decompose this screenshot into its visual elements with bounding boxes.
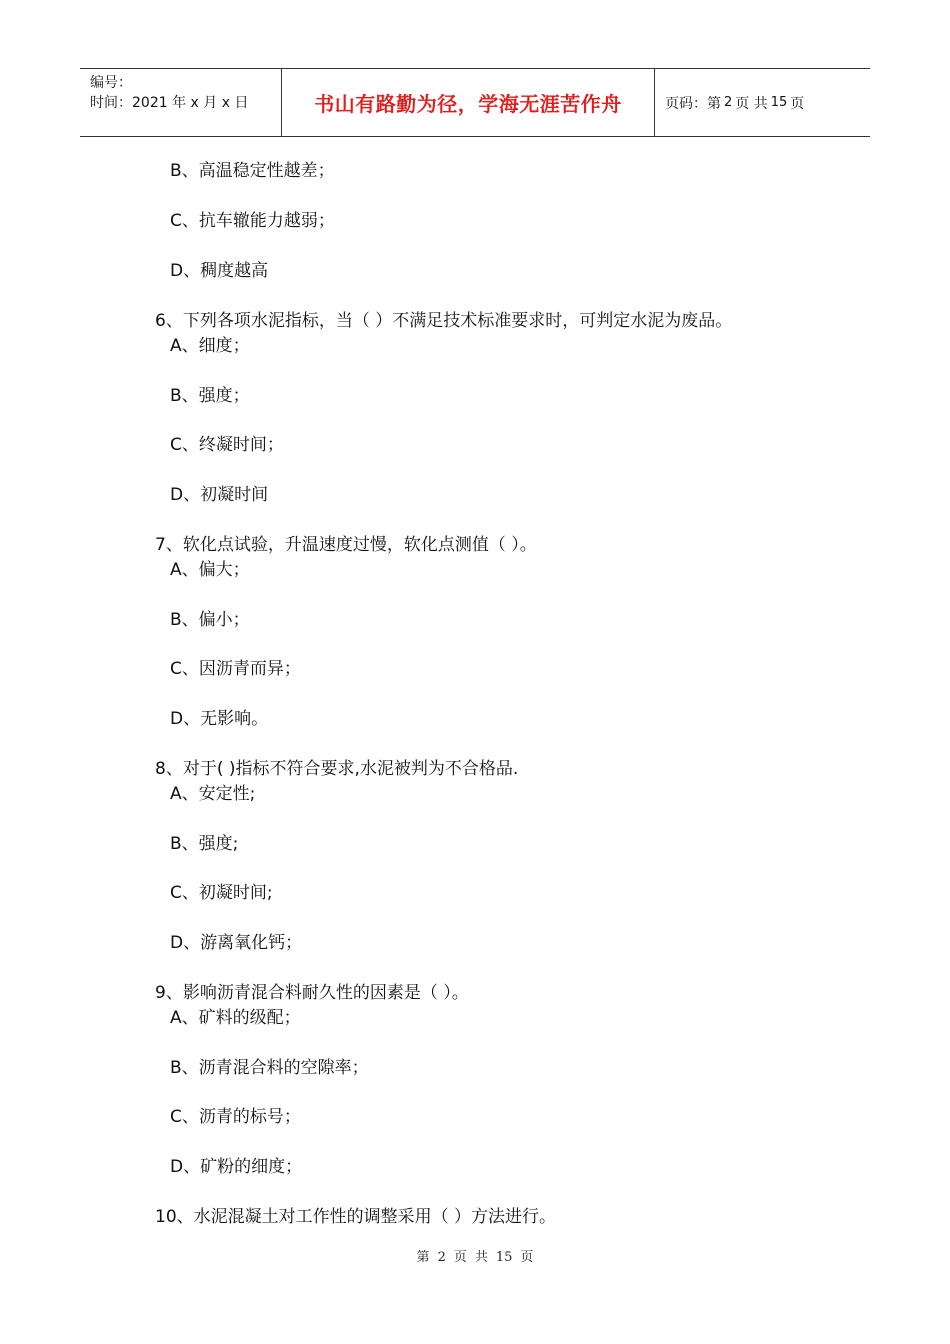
page-footer [0, 1246, 950, 1265]
option-line: D、游离氧化钙； [170, 933, 303, 953]
question-line: 9、影响沥青混合料耐久性的因素是（ ）。 [155, 983, 469, 1003]
option-line: C、沥青的标号； [170, 1107, 301, 1127]
question-line: 7、软化点试验，升温速度过慢，软化点测值（ ）。 [155, 535, 537, 555]
header-page-info [655, 69, 870, 136]
footer-di: 第 [416, 1250, 430, 1265]
question-line: 6、下列各项水泥指标，当（ ）不满足技术标准要求时，可判定水泥为废品。 [155, 311, 733, 331]
serial-label: 编号： [90, 75, 132, 91]
footer-ye: 页 [453, 1250, 467, 1265]
option-line: D、无影响。 [170, 709, 269, 729]
page-label: 页码：第 [665, 95, 721, 112]
page-total: 15 [770, 95, 788, 110]
option-line: A、安定性; [170, 784, 256, 804]
option-line: B、高温稳定性越差； [170, 161, 335, 181]
question-line: 8、对于( )指标不符合要求,水泥被判为不合格品. [155, 759, 519, 779]
footer-page: 2 [437, 1250, 446, 1265]
option-line: D、矿粉的细度； [170, 1157, 303, 1177]
page-end: 页 [790, 95, 805, 112]
option-line: C、抗车辙能力越弱； [170, 211, 335, 231]
option-line: D、稠度越高 [170, 261, 269, 281]
option-line: B、强度; [170, 834, 239, 854]
header-motto: 书山有路勤为径，学海无涯苦作舟 [281, 69, 655, 136]
option-line: B、偏小； [170, 610, 250, 630]
option-line: B、强度； [170, 386, 250, 406]
question-line: 10、水泥混凝土对工作性的调整采用（ ）方法进行。 [155, 1207, 557, 1227]
footer-ye2: 页 [520, 1250, 534, 1265]
option-line: C、初凝时间; [170, 883, 273, 903]
page-header [80, 68, 870, 137]
option-line: B、沥青混合料的空隙率； [170, 1058, 369, 1078]
footer-total: 15 [495, 1250, 513, 1265]
page-mid: 页 共 [735, 95, 768, 112]
option-line: A、细度； [170, 336, 250, 356]
page-current: 2 [724, 95, 733, 110]
option-line: A、偏大； [170, 560, 250, 580]
option-line: A、矿料的级配； [170, 1008, 301, 1028]
option-line: D、初凝时间 [170, 485, 269, 505]
header-left-cell [80, 69, 281, 136]
footer-gong: 共 [474, 1250, 488, 1265]
option-line: C、因沥青而异； [170, 659, 301, 679]
time-text: 时间：2021 年 x 月 x 日 [90, 95, 249, 111]
option-line: C、终凝时间； [170, 435, 284, 455]
